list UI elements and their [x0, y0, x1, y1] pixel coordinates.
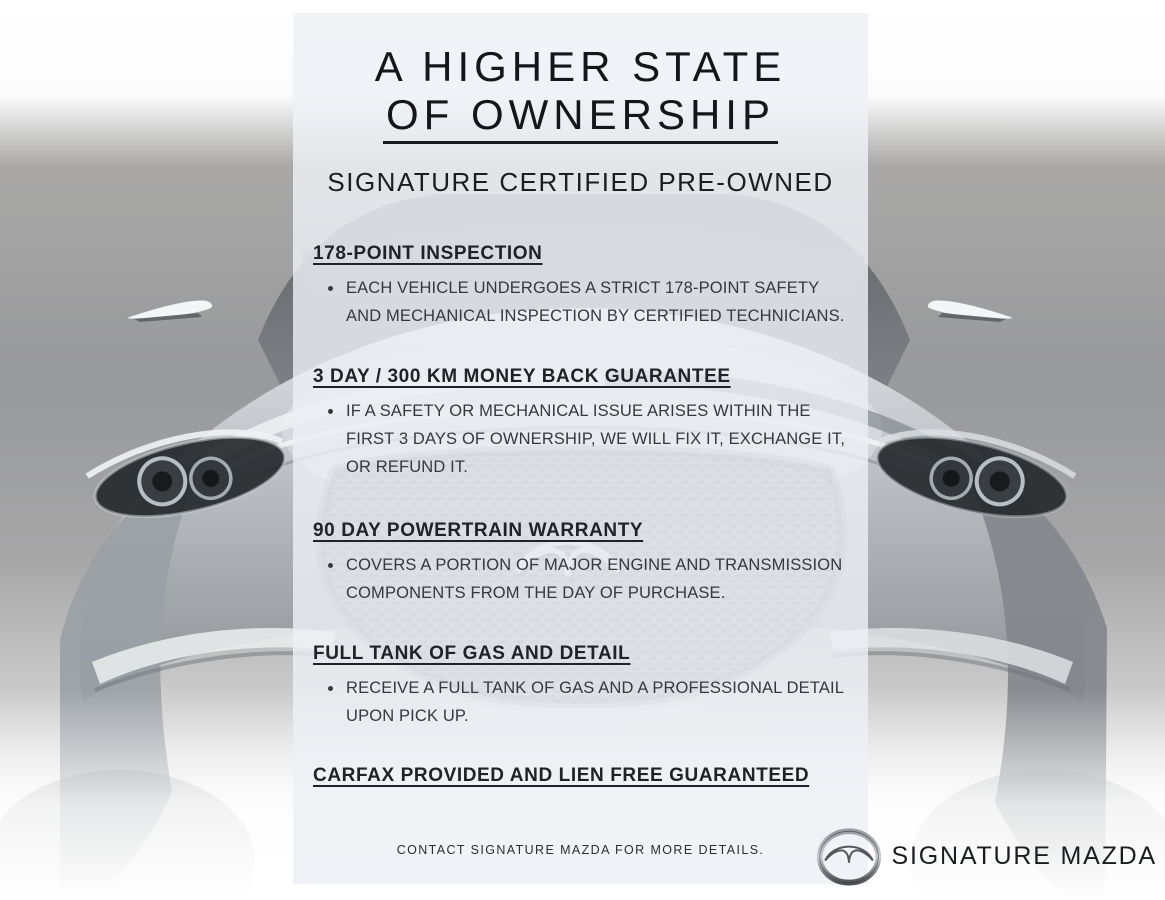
content-panel: [293, 13, 868, 884]
poster-title-line1: A HIGHER STATE: [374, 43, 787, 90]
section-bullet-list: [313, 674, 854, 730]
poster-title-line2: OF OWNERSHIP: [385, 91, 775, 138]
brand-lockup: [813, 824, 1157, 888]
brand-name: SIGNATURE MAZDA: [891, 841, 1157, 870]
bullet-item: • EACH VEHICLE UNDERGOES A STRICT 178-POINT SAFETY AND MECHANICAL INSPECTION BY CERTIFIED TECHNICIANS.: [344, 274, 851, 330]
bullet-item: • COVERS A PORTION OF MAJOR ENGINE AND TRANSMISSION COMPONENTS FROM THE DAY OF PURCHASE.: [344, 551, 851, 607]
section-heading: FULL TANK OF GAS AND DETAIL: [313, 643, 631, 664]
title-underline-rule: [383, 141, 778, 144]
section-money-back: [313, 366, 854, 481]
contact-note: CONTACT SIGNATURE MAZDA FOR MORE DETAILS.: [396, 843, 765, 857]
section-bullet-list: [313, 397, 854, 481]
section-bullet-list: [313, 551, 854, 607]
poster-subtitle: SIGNATURE CERTIFIED PRE-OWNED: [327, 167, 834, 197]
section-inspection: [313, 243, 854, 330]
section-heading: 3 DAY / 300 KM MONEY BACK GUARANTEE: [313, 366, 731, 387]
bullet-item: • IF A SAFETY OR MECHANICAL ISSUE ARISES WITHIN THE FIRST 3 DAYS OF OWNERSHIP, WE WILL FIX IT, EXCHANGE IT, OR REFUND IT.: [344, 397, 851, 481]
section-powertrain-warranty: [313, 520, 854, 607]
section-carfax: [313, 765, 854, 788]
section-heading: 90 DAY POWERTRAIN WARRANTY: [313, 520, 644, 541]
section-heading: CARFAX PROVIDED AND LIEN FREE GUARANTEED: [313, 765, 810, 786]
section-gas-and-detail: [313, 643, 854, 730]
section-bullet-list: [313, 274, 854, 330]
mazda-logo-icon: [813, 824, 885, 888]
section-heading: 178-POINT INSPECTION: [313, 243, 543, 264]
bullet-item: • RECEIVE A FULL TANK OF GAS AND A PROFESSIONAL DETAIL UPON PICK UP.: [344, 674, 851, 730]
